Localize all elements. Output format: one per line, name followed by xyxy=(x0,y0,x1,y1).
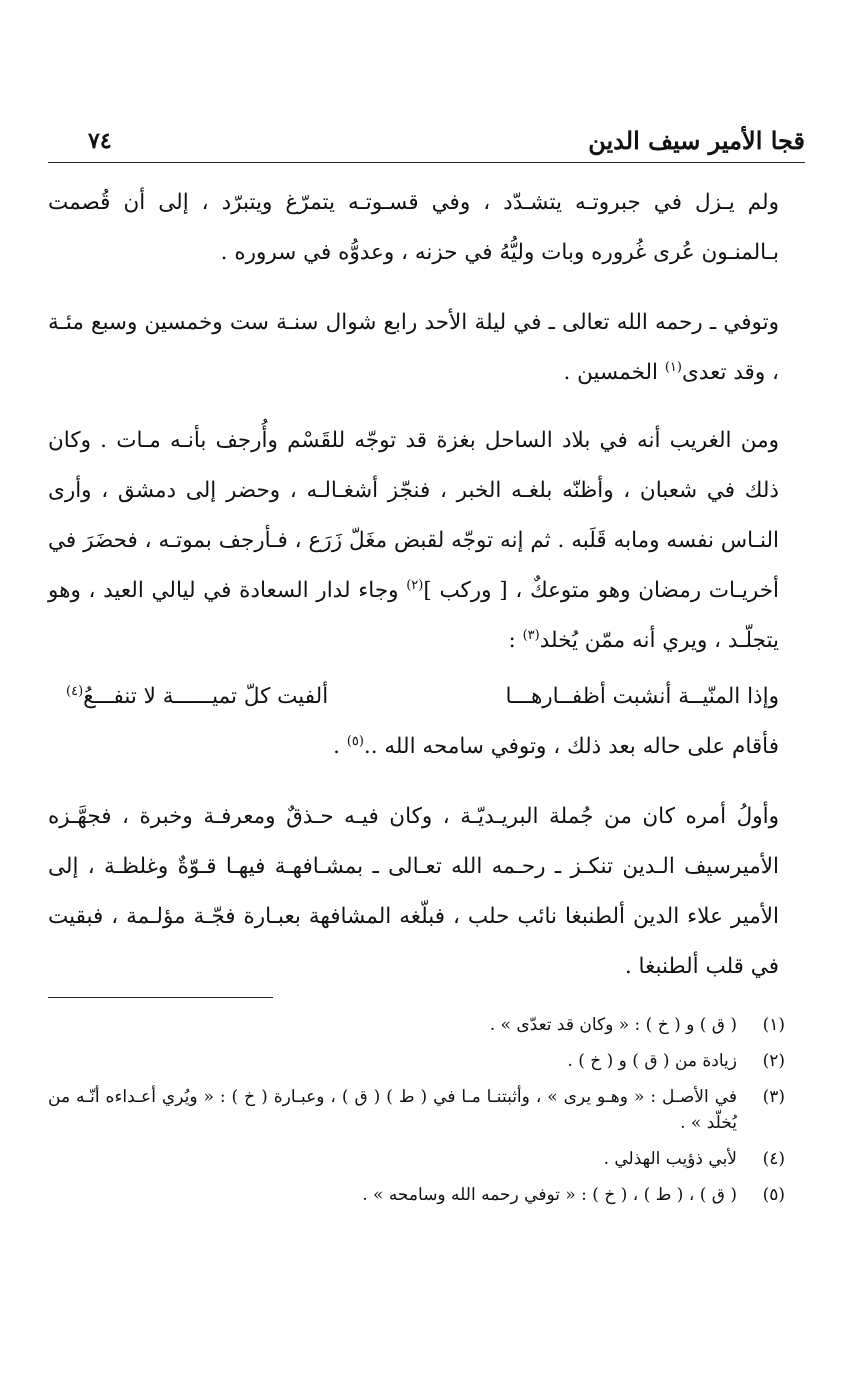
footnote-5 xyxy=(48,1182,785,1208)
footnote-text: ( ق ) و ( خ ) : « وكان قد تعدّى » . xyxy=(489,1015,737,1035)
footnote-3 xyxy=(48,1084,785,1136)
paragraph-2-text: وتوفي ـ رحمه الله تعالى ـ في ليلة الأحد رابع شوال سنـة ست وخمسين وسبع مئـة ، وقد تعدى xyxy=(48,310,779,385)
verse-continuation-end: . xyxy=(333,734,347,759)
main-text xyxy=(48,178,779,1010)
page-number: ٧٤ xyxy=(88,128,112,154)
paragraph-4: وأولُ أمره كان من جُملة البريـديّـة ، وكان فيـه حـذقٌ ومعرفـة وخبرة ، فجهَّـزه الأميرسيف الـدين تنكـز ـ رحـمه الله تعـالى ـ بمشـافهـة فيهـا قـوّةٌ وغلظـة ، إلى الأمير علاء الدين ألطنبغا نائب حلب ، فبلّغه المشافهة بعبـارة فجّـة مؤلـمة ، فبقيت في قلب ألطنبغا . xyxy=(48,804,779,979)
verse-continuation xyxy=(333,722,779,772)
running-header xyxy=(48,122,805,163)
footnote-4 xyxy=(48,1146,785,1172)
footnote-number: (٢) xyxy=(762,1051,785,1071)
footnote-text: زيادة من ( ق ) و ( خ ) . xyxy=(567,1051,737,1071)
footnote-2 xyxy=(48,1048,785,1074)
verse-continuation-text: فأقام على حاله بعد ذلك ، وتوفي سامحه الله .. xyxy=(363,734,779,759)
verse-first-hemistich: وإذا المنّيــة أنشبت أظفــارهـــا xyxy=(505,684,779,709)
verse-second-text: ألفيت كلّ تميــــــة لا تنفـــعُ xyxy=(83,684,329,709)
footnotes xyxy=(48,1012,785,1218)
footnote-text: ( ق ) ، ( ط ) ، ( خ ) : « توفي رحمه الله وسامحه » . xyxy=(362,1185,737,1205)
footnote-number: (٤) xyxy=(762,1149,785,1169)
footnote-ref-2: (٢) xyxy=(406,577,424,593)
paragraph-3 xyxy=(48,416,779,666)
footnote-ref-3: (٣) xyxy=(522,627,540,643)
footnote-text: لأبي ذؤيب الهذلي . xyxy=(603,1149,737,1169)
paragraph-3-text-c: : xyxy=(508,628,523,653)
footnote-ref-1: (١) xyxy=(664,359,682,375)
paragraph-3-text-a: ومن الغريب أنه في بلاد الساحل بغزة قد توجّه للقَسْم وأُرجف بأنـه مـات . وكان ذلك في شعبان ، وأظنّه بلغـه الخبر ، فنجّز أشغـالـه ، وحضر إلى دمشق ، وأرى النـاس نفسه ومابه قَلَبه . ثم إنه توجّه لقبض مغَلّ زَرَع ، فـأرجف بموتـه ، فحضَرَ في أخريـات رمضان وهو متوعكٌ ، [ وركب ] xyxy=(48,428,779,603)
footnote-number: (١) xyxy=(762,1015,785,1035)
paragraph-3-text-b: وجاء لدار السعادة في ليالي العيد ، وهو يتجلّـد ، ويري أنه ممّن يُخلد xyxy=(48,578,779,653)
footnote-ref-4: (٤) xyxy=(66,683,84,699)
paragraph-2 xyxy=(48,298,779,398)
footnote-1 xyxy=(48,1012,785,1038)
poetry-verse xyxy=(48,672,779,772)
footnote-number: (٥) xyxy=(762,1185,785,1205)
footnote-ref-5: (٥) xyxy=(346,733,364,749)
paragraph-1: ولم يـزل في جبروتـه يتشـدّد ، وفي قسـوتـه يتمرّغ ويتبرّد ، إلى أن قُصمت بـالمنـون عُرى غُروره وبات وليُّهُ في حزنه ، وعدوُّه في سروره . xyxy=(48,190,779,265)
verse-second-hemistich xyxy=(66,672,328,722)
footnote-separator xyxy=(48,997,273,998)
running-title: قجا الأمير سيف الدين xyxy=(588,126,805,155)
footnote-text: في الأصـل : « وهـو يرى » ، وأثبتنـا مـا في ( ط ) ( ق ) ، وعبـارة ( خ ) : « ويُري أعـداءه أنّـه من يُخلّد » . xyxy=(48,1087,737,1133)
paragraph-2-end: الخمسين . xyxy=(563,360,665,385)
footnote-number: (٣) xyxy=(762,1087,785,1107)
